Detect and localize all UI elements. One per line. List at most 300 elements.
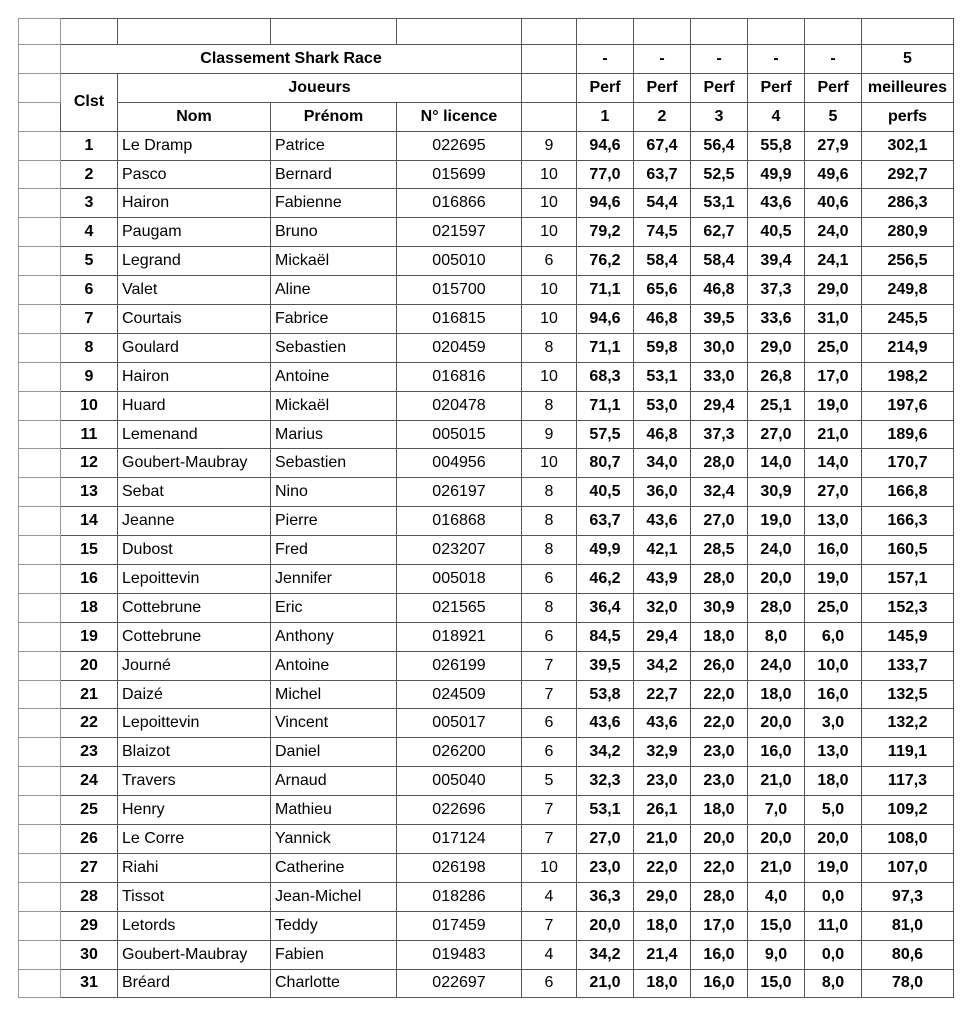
cell[interactable] bbox=[522, 45, 577, 74]
perf1-cell[interactable]: 39,5 bbox=[577, 651, 634, 680]
perf4-cell[interactable]: 27,0 bbox=[748, 420, 805, 449]
nom-cell[interactable]: Bréard bbox=[118, 969, 271, 998]
licence-cell[interactable]: 018286 bbox=[397, 882, 522, 911]
perf3-cell[interactable]: 16,0 bbox=[691, 969, 748, 998]
count-cell[interactable]: 8 bbox=[522, 593, 577, 622]
nom-cell[interactable]: Huard bbox=[118, 391, 271, 420]
prenom-cell[interactable]: Mathieu bbox=[271, 796, 397, 825]
perf5-cell[interactable]: 0,0 bbox=[805, 940, 862, 969]
best-perfs-cell[interactable]: 133,7 bbox=[862, 651, 954, 680]
licence-cell[interactable]: 016868 bbox=[397, 507, 522, 536]
perf3-cell[interactable]: 17,0 bbox=[691, 911, 748, 940]
nom-cell[interactable]: Hairon bbox=[118, 362, 271, 391]
perf5-cell[interactable]: 24,1 bbox=[805, 247, 862, 276]
perf4-cell[interactable]: 21,0 bbox=[748, 853, 805, 882]
count-cell[interactable]: 6 bbox=[522, 709, 577, 738]
licence-cell[interactable]: 017124 bbox=[397, 825, 522, 854]
perf5-cell[interactable]: 5,0 bbox=[805, 796, 862, 825]
perf1-cell[interactable]: 71,1 bbox=[577, 333, 634, 362]
perf3-cell[interactable]: 28,0 bbox=[691, 882, 748, 911]
perf2-cell[interactable]: 36,0 bbox=[634, 478, 691, 507]
perf5-cell[interactable]: 16,0 bbox=[805, 536, 862, 565]
prenom-cell[interactable]: Jennifer bbox=[271, 565, 397, 594]
perf5-cell[interactable]: 20,0 bbox=[805, 825, 862, 854]
rank-cell[interactable]: 25 bbox=[61, 796, 118, 825]
perf3-cell[interactable]: 26,0 bbox=[691, 651, 748, 680]
perf4-cell[interactable]: 26,8 bbox=[748, 362, 805, 391]
best-perfs-cell[interactable]: 249,8 bbox=[862, 276, 954, 305]
licence-cell[interactable]: 026198 bbox=[397, 853, 522, 882]
count-cell[interactable]: 10 bbox=[522, 276, 577, 305]
best-perfs-cell[interactable]: 78,0 bbox=[862, 969, 954, 998]
perf4-cell[interactable]: 15,0 bbox=[748, 911, 805, 940]
perf3-cell[interactable]: 46,8 bbox=[691, 276, 748, 305]
perf4-cell[interactable]: 8,0 bbox=[748, 622, 805, 651]
nom-cell[interactable]: Sebat bbox=[118, 478, 271, 507]
prenom-cell[interactable]: Bernard bbox=[271, 160, 397, 189]
prenom-cell[interactable]: Antoine bbox=[271, 651, 397, 680]
nom-cell[interactable]: Le Corre bbox=[118, 825, 271, 854]
perf5-cell[interactable]: 25,0 bbox=[805, 593, 862, 622]
count-cell[interactable]: 7 bbox=[522, 796, 577, 825]
best-perfs-cell[interactable]: 119,1 bbox=[862, 738, 954, 767]
perf1-cell[interactable]: 63,7 bbox=[577, 507, 634, 536]
best-perfs-cell[interactable]: 302,1 bbox=[862, 131, 954, 160]
perf1-cell[interactable]: 94,6 bbox=[577, 131, 634, 160]
count-cell[interactable]: 9 bbox=[522, 420, 577, 449]
cell[interactable] bbox=[522, 102, 577, 131]
perf4-cell[interactable]: 9,0 bbox=[748, 940, 805, 969]
cell[interactable] bbox=[271, 19, 397, 45]
cell[interactable] bbox=[19, 969, 61, 998]
perf1-cell[interactable]: 23,0 bbox=[577, 853, 634, 882]
perf5-cell[interactable]: 11,0 bbox=[805, 911, 862, 940]
perf3-cell[interactable]: 23,0 bbox=[691, 767, 748, 796]
perf4-cell[interactable]: 20,0 bbox=[748, 825, 805, 854]
perf2-cell[interactable]: 32,0 bbox=[634, 593, 691, 622]
cell[interactable] bbox=[19, 738, 61, 767]
perf1-cell[interactable]: 71,1 bbox=[577, 391, 634, 420]
nom-cell[interactable]: Le Dramp bbox=[118, 131, 271, 160]
cell[interactable] bbox=[577, 19, 634, 45]
cell[interactable] bbox=[19, 189, 61, 218]
rank-cell[interactable]: 13 bbox=[61, 478, 118, 507]
perf2-cell[interactable]: 22,0 bbox=[634, 853, 691, 882]
prenom-cell[interactable]: Charlotte bbox=[271, 969, 397, 998]
best-perfs-cell[interactable]: 197,6 bbox=[862, 391, 954, 420]
best-perfs-cell[interactable]: 170,7 bbox=[862, 449, 954, 478]
perf5-cell[interactable]: 18,0 bbox=[805, 767, 862, 796]
cell[interactable] bbox=[19, 853, 61, 882]
perf3-cell[interactable]: 28,0 bbox=[691, 565, 748, 594]
nom-cell[interactable]: Goubert-Maubray bbox=[118, 940, 271, 969]
perf5-cell[interactable]: 8,0 bbox=[805, 969, 862, 998]
prenom-cell[interactable]: Marius bbox=[271, 420, 397, 449]
perf1-cell[interactable]: 32,3 bbox=[577, 767, 634, 796]
rank-cell[interactable]: 16 bbox=[61, 565, 118, 594]
cell[interactable] bbox=[19, 940, 61, 969]
rank-cell[interactable]: 30 bbox=[61, 940, 118, 969]
perf1-cell[interactable]: 40,5 bbox=[577, 478, 634, 507]
cell[interactable] bbox=[19, 478, 61, 507]
perf1-cell[interactable]: 76,2 bbox=[577, 247, 634, 276]
count-cell[interactable]: 8 bbox=[522, 391, 577, 420]
rank-cell[interactable]: 19 bbox=[61, 622, 118, 651]
perf2-cell[interactable]: 34,2 bbox=[634, 651, 691, 680]
best-perfs-cell[interactable]: 166,8 bbox=[862, 478, 954, 507]
nom-cell[interactable]: Legrand bbox=[118, 247, 271, 276]
prenom-cell[interactable]: Eric bbox=[271, 593, 397, 622]
perf5-cell[interactable]: 13,0 bbox=[805, 507, 862, 536]
perf2-cell[interactable]: 54,4 bbox=[634, 189, 691, 218]
licence-cell[interactable]: 020478 bbox=[397, 391, 522, 420]
rank-cell[interactable]: 18 bbox=[61, 593, 118, 622]
rank-cell[interactable]: 5 bbox=[61, 247, 118, 276]
perf5-cell[interactable]: 3,0 bbox=[805, 709, 862, 738]
perf1-cell[interactable]: 77,0 bbox=[577, 160, 634, 189]
cell[interactable] bbox=[19, 305, 61, 334]
perf4-cell[interactable]: 33,6 bbox=[748, 305, 805, 334]
perf5-cell[interactable]: 25,0 bbox=[805, 333, 862, 362]
perf5-cell[interactable]: 10,0 bbox=[805, 651, 862, 680]
cell[interactable] bbox=[522, 19, 577, 45]
rank-cell[interactable]: 14 bbox=[61, 507, 118, 536]
perf2-cell[interactable]: 58,4 bbox=[634, 247, 691, 276]
count-cell[interactable]: 7 bbox=[522, 651, 577, 680]
perf4-cell[interactable]: 20,0 bbox=[748, 565, 805, 594]
best-perfs-cell[interactable]: 286,3 bbox=[862, 189, 954, 218]
perf1-cell[interactable]: 71,1 bbox=[577, 276, 634, 305]
prenom-cell[interactable]: Bruno bbox=[271, 218, 397, 247]
count-cell[interactable]: 8 bbox=[522, 478, 577, 507]
perf2-cell[interactable]: 74,5 bbox=[634, 218, 691, 247]
rank-cell[interactable]: 8 bbox=[61, 333, 118, 362]
perf5-cell[interactable]: 40,6 bbox=[805, 189, 862, 218]
perf2-cell[interactable]: 46,8 bbox=[634, 420, 691, 449]
licence-cell[interactable]: 016815 bbox=[397, 305, 522, 334]
nom-cell[interactable]: Pasco bbox=[118, 160, 271, 189]
perf3-cell[interactable]: 37,3 bbox=[691, 420, 748, 449]
perf4-cell[interactable]: 29,0 bbox=[748, 333, 805, 362]
prenom-cell[interactable]: Antoine bbox=[271, 362, 397, 391]
cell[interactable] bbox=[19, 333, 61, 362]
licence-cell[interactable]: 004956 bbox=[397, 449, 522, 478]
nom-cell[interactable]: Henry bbox=[118, 796, 271, 825]
perf5-cell[interactable]: 17,0 bbox=[805, 362, 862, 391]
perf1-cell[interactable]: 68,3 bbox=[577, 362, 634, 391]
nom-cell[interactable]: Paugam bbox=[118, 218, 271, 247]
best-perfs-cell[interactable]: 256,5 bbox=[862, 247, 954, 276]
nom-cell[interactable]: Letords bbox=[118, 911, 271, 940]
rank-cell[interactable]: 28 bbox=[61, 882, 118, 911]
prenom-cell[interactable]: Jean-Michel bbox=[271, 882, 397, 911]
licence-cell[interactable]: 017459 bbox=[397, 911, 522, 940]
perf4-cell[interactable]: 55,8 bbox=[748, 131, 805, 160]
licence-cell[interactable]: 022697 bbox=[397, 969, 522, 998]
licence-cell[interactable]: 018921 bbox=[397, 622, 522, 651]
licence-cell[interactable]: 020459 bbox=[397, 333, 522, 362]
perf2-cell[interactable]: 32,9 bbox=[634, 738, 691, 767]
cell[interactable] bbox=[19, 391, 61, 420]
count-cell[interactable]: 7 bbox=[522, 911, 577, 940]
perf4-cell[interactable]: 28,0 bbox=[748, 593, 805, 622]
perf3-cell[interactable]: 39,5 bbox=[691, 305, 748, 334]
perf5-cell[interactable]: 19,0 bbox=[805, 565, 862, 594]
cell[interactable] bbox=[19, 19, 61, 45]
licence-cell[interactable]: 005018 bbox=[397, 565, 522, 594]
licence-cell[interactable]: 016816 bbox=[397, 362, 522, 391]
nom-cell[interactable]: Daizé bbox=[118, 680, 271, 709]
licence-cell[interactable]: 005040 bbox=[397, 767, 522, 796]
count-cell[interactable]: 8 bbox=[522, 507, 577, 536]
cell[interactable] bbox=[748, 19, 805, 45]
count-cell[interactable]: 6 bbox=[522, 247, 577, 276]
perf3-cell[interactable]: 29,4 bbox=[691, 391, 748, 420]
count-cell[interactable]: 8 bbox=[522, 536, 577, 565]
licence-cell[interactable]: 022696 bbox=[397, 796, 522, 825]
licence-cell[interactable]: 026199 bbox=[397, 651, 522, 680]
perf2-cell[interactable]: 22,7 bbox=[634, 680, 691, 709]
perf3-cell[interactable]: 30,9 bbox=[691, 593, 748, 622]
perf3-cell[interactable]: 18,0 bbox=[691, 796, 748, 825]
cell[interactable] bbox=[805, 19, 862, 45]
count-cell[interactable]: 10 bbox=[522, 362, 577, 391]
count-cell[interactable]: 10 bbox=[522, 853, 577, 882]
cell[interactable] bbox=[19, 247, 61, 276]
perf2-cell[interactable]: 59,8 bbox=[634, 333, 691, 362]
prenom-cell[interactable]: Pierre bbox=[271, 507, 397, 536]
nom-cell[interactable]: Lemenand bbox=[118, 420, 271, 449]
rank-cell[interactable]: 26 bbox=[61, 825, 118, 854]
perf2-cell[interactable]: 53,0 bbox=[634, 391, 691, 420]
count-cell[interactable]: 10 bbox=[522, 449, 577, 478]
best-perfs-cell[interactable]: 117,3 bbox=[862, 767, 954, 796]
licence-cell[interactable]: 005015 bbox=[397, 420, 522, 449]
rank-cell[interactable]: 12 bbox=[61, 449, 118, 478]
perf5-cell[interactable]: 6,0 bbox=[805, 622, 862, 651]
perf5-cell[interactable]: 0,0 bbox=[805, 882, 862, 911]
perf2-cell[interactable]: 43,6 bbox=[634, 507, 691, 536]
perf2-cell[interactable]: 65,6 bbox=[634, 276, 691, 305]
rank-cell[interactable]: 31 bbox=[61, 969, 118, 998]
nom-cell[interactable]: Valet bbox=[118, 276, 271, 305]
rank-cell[interactable]: 15 bbox=[61, 536, 118, 565]
perf3-cell[interactable]: 22,0 bbox=[691, 853, 748, 882]
licence-cell[interactable]: 026200 bbox=[397, 738, 522, 767]
cell[interactable] bbox=[19, 160, 61, 189]
perf1-cell[interactable]: 21,0 bbox=[577, 969, 634, 998]
best-perfs-cell[interactable]: 81,0 bbox=[862, 911, 954, 940]
cell[interactable] bbox=[691, 19, 748, 45]
count-cell[interactable]: 10 bbox=[522, 189, 577, 218]
cell[interactable] bbox=[19, 593, 61, 622]
perf2-cell[interactable]: 43,9 bbox=[634, 565, 691, 594]
perf1-cell[interactable]: 49,9 bbox=[577, 536, 634, 565]
perf2-cell[interactable]: 46,8 bbox=[634, 305, 691, 334]
perf2-cell[interactable]: 34,0 bbox=[634, 449, 691, 478]
best-perfs-cell[interactable]: 132,2 bbox=[862, 709, 954, 738]
perf2-cell[interactable]: 42,1 bbox=[634, 536, 691, 565]
nom-cell[interactable]: Jeanne bbox=[118, 507, 271, 536]
perf5-cell[interactable]: 27,0 bbox=[805, 478, 862, 507]
prenom-cell[interactable]: Fred bbox=[271, 536, 397, 565]
prenom-cell[interactable]: Aline bbox=[271, 276, 397, 305]
perf3-cell[interactable]: 56,4 bbox=[691, 131, 748, 160]
prenom-cell[interactable]: Yannick bbox=[271, 825, 397, 854]
perf1-cell[interactable]: 53,8 bbox=[577, 680, 634, 709]
perf4-cell[interactable]: 14,0 bbox=[748, 449, 805, 478]
nom-cell[interactable]: Cottebrune bbox=[118, 622, 271, 651]
perf5-cell[interactable]: 13,0 bbox=[805, 738, 862, 767]
prenom-cell[interactable]: Arnaud bbox=[271, 767, 397, 796]
perf2-cell[interactable]: 18,0 bbox=[634, 911, 691, 940]
perf1-cell[interactable]: 84,5 bbox=[577, 622, 634, 651]
perf1-cell[interactable]: 20,0 bbox=[577, 911, 634, 940]
perf3-cell[interactable]: 58,4 bbox=[691, 247, 748, 276]
prenom-cell[interactable]: Fabrice bbox=[271, 305, 397, 334]
cell[interactable] bbox=[19, 536, 61, 565]
rank-cell[interactable]: 23 bbox=[61, 738, 118, 767]
perf2-cell[interactable]: 53,1 bbox=[634, 362, 691, 391]
perf3-cell[interactable]: 30,0 bbox=[691, 333, 748, 362]
cell[interactable] bbox=[19, 911, 61, 940]
perf1-cell[interactable]: 94,6 bbox=[577, 305, 634, 334]
best-perfs-cell[interactable]: 97,3 bbox=[862, 882, 954, 911]
count-cell[interactable]: 6 bbox=[522, 738, 577, 767]
perf2-cell[interactable]: 18,0 bbox=[634, 969, 691, 998]
perf1-cell[interactable]: 46,2 bbox=[577, 565, 634, 594]
licence-cell[interactable]: 015699 bbox=[397, 160, 522, 189]
perf1-cell[interactable]: 79,2 bbox=[577, 218, 634, 247]
nom-cell[interactable]: Goubert-Maubray bbox=[118, 449, 271, 478]
best-perfs-cell[interactable]: 292,7 bbox=[862, 160, 954, 189]
perf3-cell[interactable]: 32,4 bbox=[691, 478, 748, 507]
cell[interactable] bbox=[19, 651, 61, 680]
cell[interactable] bbox=[862, 19, 954, 45]
perf4-cell[interactable]: 18,0 bbox=[748, 680, 805, 709]
count-cell[interactable]: 10 bbox=[522, 305, 577, 334]
perf1-cell[interactable]: 27,0 bbox=[577, 825, 634, 854]
perf4-cell[interactable]: 43,6 bbox=[748, 189, 805, 218]
rank-cell[interactable]: 7 bbox=[61, 305, 118, 334]
perf2-cell[interactable]: 29,0 bbox=[634, 882, 691, 911]
best-perfs-cell[interactable]: 107,0 bbox=[862, 853, 954, 882]
best-perfs-cell[interactable]: 145,9 bbox=[862, 622, 954, 651]
rank-cell[interactable]: 1 bbox=[61, 131, 118, 160]
licence-cell[interactable]: 021597 bbox=[397, 218, 522, 247]
cell[interactable] bbox=[19, 709, 61, 738]
count-cell[interactable]: 6 bbox=[522, 622, 577, 651]
perf5-cell[interactable]: 16,0 bbox=[805, 680, 862, 709]
perf1-cell[interactable]: 34,2 bbox=[577, 738, 634, 767]
perf1-cell[interactable]: 36,3 bbox=[577, 882, 634, 911]
nom-cell[interactable]: Lepoittevin bbox=[118, 709, 271, 738]
perf3-cell[interactable]: 28,5 bbox=[691, 536, 748, 565]
rank-cell[interactable]: 4 bbox=[61, 218, 118, 247]
perf5-cell[interactable]: 19,0 bbox=[805, 853, 862, 882]
rank-cell[interactable]: 20 bbox=[61, 651, 118, 680]
perf3-cell[interactable]: 33,0 bbox=[691, 362, 748, 391]
perf3-cell[interactable]: 62,7 bbox=[691, 218, 748, 247]
cell[interactable] bbox=[397, 19, 522, 45]
best-perfs-cell[interactable]: 214,9 bbox=[862, 333, 954, 362]
licence-cell[interactable]: 019483 bbox=[397, 940, 522, 969]
perf5-cell[interactable]: 21,0 bbox=[805, 420, 862, 449]
perf4-cell[interactable]: 49,9 bbox=[748, 160, 805, 189]
best-perfs-cell[interactable]: 80,6 bbox=[862, 940, 954, 969]
licence-cell[interactable]: 026197 bbox=[397, 478, 522, 507]
cell[interactable] bbox=[19, 622, 61, 651]
prenom-cell[interactable]: Fabien bbox=[271, 940, 397, 969]
count-cell[interactable]: 4 bbox=[522, 882, 577, 911]
count-cell[interactable]: 7 bbox=[522, 680, 577, 709]
prenom-cell[interactable]: Vincent bbox=[271, 709, 397, 738]
perf5-cell[interactable]: 24,0 bbox=[805, 218, 862, 247]
perf4-cell[interactable]: 37,3 bbox=[748, 276, 805, 305]
cell[interactable] bbox=[19, 882, 61, 911]
rank-cell[interactable]: 6 bbox=[61, 276, 118, 305]
rank-cell[interactable]: 11 bbox=[61, 420, 118, 449]
perf1-cell[interactable]: 80,7 bbox=[577, 449, 634, 478]
nom-cell[interactable]: Dubost bbox=[118, 536, 271, 565]
best-perfs-cell[interactable]: 160,5 bbox=[862, 536, 954, 565]
rank-cell[interactable]: 29 bbox=[61, 911, 118, 940]
count-cell[interactable]: 4 bbox=[522, 940, 577, 969]
prenom-cell[interactable]: Teddy bbox=[271, 911, 397, 940]
count-cell[interactable]: 9 bbox=[522, 131, 577, 160]
cell[interactable] bbox=[19, 218, 61, 247]
nom-cell[interactable]: Lepoittevin bbox=[118, 565, 271, 594]
perf3-cell[interactable]: 52,5 bbox=[691, 160, 748, 189]
best-perfs-cell[interactable]: 132,5 bbox=[862, 680, 954, 709]
perf3-cell[interactable]: 53,1 bbox=[691, 189, 748, 218]
perf3-cell[interactable]: 22,0 bbox=[691, 709, 748, 738]
cell[interactable] bbox=[19, 767, 61, 796]
best-perfs-cell[interactable]: 189,6 bbox=[862, 420, 954, 449]
rank-cell[interactable]: 3 bbox=[61, 189, 118, 218]
rank-cell[interactable]: 24 bbox=[61, 767, 118, 796]
perf3-cell[interactable]: 23,0 bbox=[691, 738, 748, 767]
perf4-cell[interactable]: 19,0 bbox=[748, 507, 805, 536]
count-cell[interactable]: 6 bbox=[522, 565, 577, 594]
licence-cell[interactable]: 023207 bbox=[397, 536, 522, 565]
rank-cell[interactable]: 2 bbox=[61, 160, 118, 189]
perf4-cell[interactable]: 20,0 bbox=[748, 709, 805, 738]
perf3-cell[interactable]: 20,0 bbox=[691, 825, 748, 854]
perf4-cell[interactable]: 21,0 bbox=[748, 767, 805, 796]
perf1-cell[interactable]: 43,6 bbox=[577, 709, 634, 738]
count-cell[interactable]: 10 bbox=[522, 160, 577, 189]
cell[interactable] bbox=[19, 420, 61, 449]
perf3-cell[interactable]: 16,0 bbox=[691, 940, 748, 969]
cell[interactable] bbox=[19, 102, 61, 131]
perf2-cell[interactable]: 43,6 bbox=[634, 709, 691, 738]
perf1-cell[interactable]: 53,1 bbox=[577, 796, 634, 825]
licence-cell[interactable]: 005017 bbox=[397, 709, 522, 738]
licence-cell[interactable]: 022695 bbox=[397, 131, 522, 160]
rank-cell[interactable]: 10 bbox=[61, 391, 118, 420]
perf2-cell[interactable]: 21,0 bbox=[634, 825, 691, 854]
perf4-cell[interactable]: 40,5 bbox=[748, 218, 805, 247]
perf4-cell[interactable]: 16,0 bbox=[748, 738, 805, 767]
perf3-cell[interactable]: 22,0 bbox=[691, 680, 748, 709]
cell[interactable] bbox=[19, 45, 61, 74]
prenom-cell[interactable]: Mickaël bbox=[271, 391, 397, 420]
best-perfs-cell[interactable]: 245,5 bbox=[862, 305, 954, 334]
nom-cell[interactable]: Goulard bbox=[118, 333, 271, 362]
cell[interactable] bbox=[522, 73, 577, 102]
cell[interactable] bbox=[19, 73, 61, 102]
